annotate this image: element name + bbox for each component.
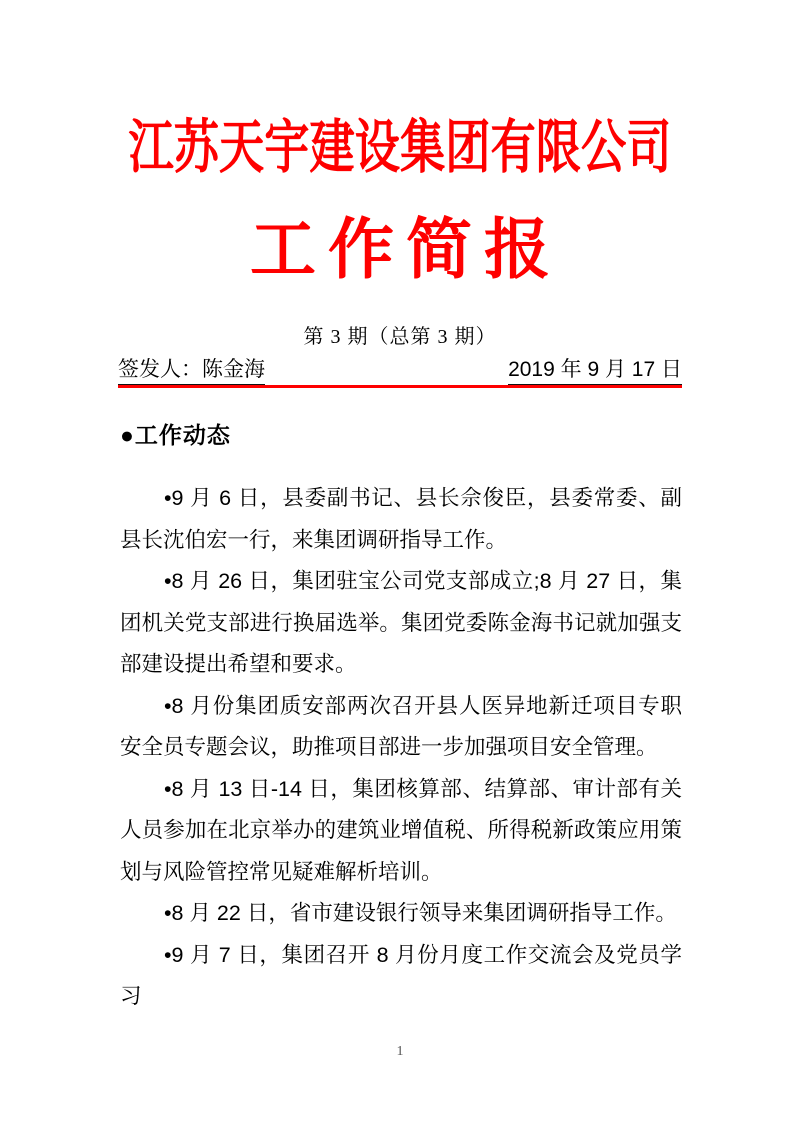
bulletin-paragraph: •8 月 26 日，集团驻宝公司党支部成立;8 月 27 日，集团机关党支部进行换届选举。集团党委陈金海书记就加强支部建设提出希望和要求。 xyxy=(120,569,682,676)
bulletin-body xyxy=(120,478,682,1018)
section-heading-work-updates: ●工作动态 xyxy=(120,422,231,448)
bulletin-paragraph: •8 月 22 日，省市建设银行领导来集团调研指导工作。 xyxy=(164,901,677,925)
issue-date: 2019 年 9 月 17 日 xyxy=(508,357,682,385)
bulletin-paragraph: •8 月 13 日-14 日，集团核算部、结算部、审计部有关人员参加在北京举办的建筑业增值税、所得税新政策应用策划与风险管控常见疑难解析培训。 xyxy=(120,776,682,884)
issuer-name: 签发人：陈金海 xyxy=(118,357,265,385)
issue-number-line: 第 3 期（总第 3 期） xyxy=(303,326,497,348)
bulletin-paragraph: •8 月份集团质安部两次召开县人医异地新迁项目专职安全员专题会议，助推项目部进一步加强项目安全管理。 xyxy=(120,693,682,759)
bulletin-paragraph: •9 月 7 日，集团召开 8 月份月度工作交流会及党员学习 xyxy=(120,942,682,1008)
page-number: 1 xyxy=(396,1044,404,1059)
bulletin-paragraph: •9 月 6 日，县委副书记、县长佘俊臣，县委常委、副县长沈伯宏一行，来集团调研指导工作。 xyxy=(120,486,682,552)
document-title: 工作简报 xyxy=(250,214,562,287)
company-title xyxy=(0,108,800,188)
company-title-text: 江苏天宇建设集团有限公司 xyxy=(128,115,672,180)
signature-row xyxy=(118,352,682,388)
